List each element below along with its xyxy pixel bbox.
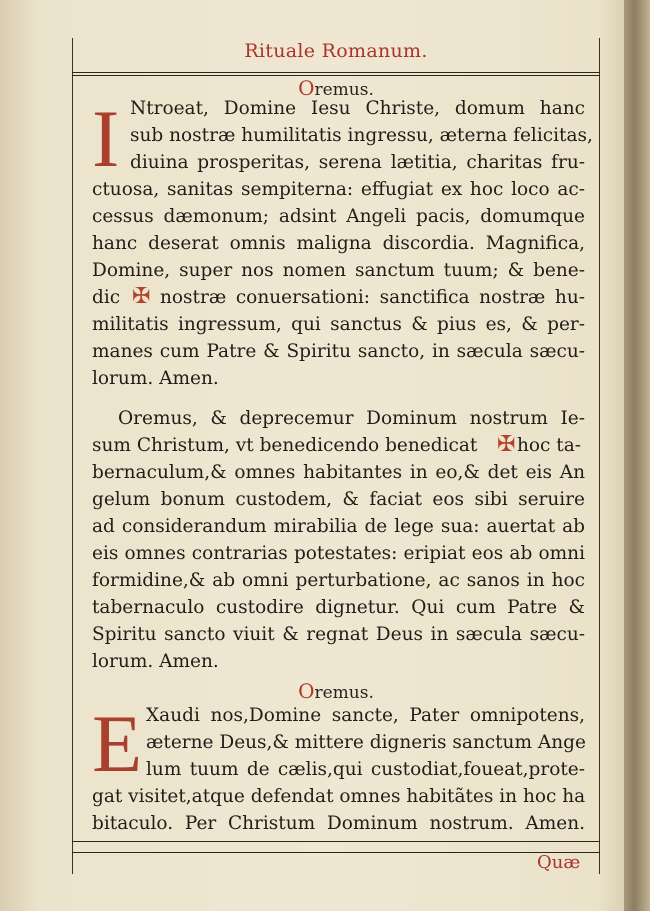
prayer2-line-4: gelum bonum custodem, & faciat eos sibi seruire	[92, 489, 585, 510]
prayer2-line-7: formidine,& ab omni perturbatione, ac sanos in hoc	[92, 570, 585, 591]
prayer3-line-1: Xaudi nos,Domine sancte, Pater omnipotens,	[146, 705, 585, 726]
prayer1-line-1: Ntroeat, Domine Iesu Christe, domum hanc	[130, 98, 585, 119]
prayer1-line-8: nostræ conuersationi: sanctifica nostræ hu-	[160, 287, 585, 308]
running-header: Rituale Romanum.	[244, 40, 428, 62]
prayer1-heading	[72, 76, 600, 100]
prayer2-line-9: Spiritu sancto viuit & regnat Deus in sæcula sæcu-	[92, 624, 585, 645]
book-gutter	[624, 0, 650, 911]
prayer1-line-9: militatis ingressum, qui sanctus & pius es, & per-	[92, 314, 585, 335]
prayer3-line-4: gat visitet,atque defendat omnes habitãtes in hoc ha	[92, 786, 586, 807]
prayer2-cross-icon: ✠	[497, 432, 516, 457]
prayer3-line-3: lum tuum de cælis,qui custodiat,foueat,prote-	[146, 759, 585, 780]
footer-rule	[72, 841, 600, 842]
prayer3-line-2: æterne Deus,& mittere digneris sanctum Ange	[146, 732, 586, 753]
prayer1-heading-initial: O	[298, 76, 315, 100]
prayer2-line-2: sum Christum, vt benedicendo benedicat	[92, 435, 478, 456]
prayer2-line-3: bernaculum,& omnes habitantes in eo,& det eis An	[92, 462, 585, 483]
prayer2-line-10: lorum. Amen.	[92, 651, 219, 672]
prayer2-line-6: eis omnes contrarias potestates: eripiat eos ab omni	[92, 543, 585, 564]
prayer2-line-5: ad considerandum mirabilia de lege sua: auertat ab	[92, 516, 585, 537]
prayer1-line-4: ctuosa, sanitas sempiterna: effugiat ex hoc loco ac-	[92, 179, 585, 200]
prayer3-heading-rest: remus.	[314, 683, 374, 703]
prayer3-dropcap: E	[92, 698, 143, 789]
prayer1-line-5: cessus dæmonum; adsint Angeli pacis, domumque	[92, 206, 585, 227]
footer-rule-double	[72, 852, 600, 853]
prayer1-heading-rest: remus.	[314, 80, 374, 100]
prayer3-heading-initial: O	[298, 679, 315, 703]
prayer1-line-3: diuina prosperitas, serena lætitia, charitas fru-	[130, 152, 585, 173]
prayer1-cross-icon: ✠	[132, 284, 151, 309]
header-rule	[72, 72, 600, 73]
prayer1-line-10: manes cum Patre & Spiritu sancto, in sæcula sæcu-	[92, 341, 585, 362]
prayer1-line-7: Domine, super nos nomen sanctum tuum; & bene-	[92, 260, 585, 281]
prayer3-line-5: bitaculo. Per Christum Dominum nostrum. Amen.	[92, 813, 585, 834]
prayer1-line-2: sub nostræ humilitatis ingressu, æterna felicitas,	[130, 125, 593, 146]
prayer2-line-1: Oremus, & deprecemur Dominum nostrum Ie-	[118, 408, 585, 429]
prayer1-line-11: lorum. Amen.	[92, 368, 219, 389]
prayer2-line-2-suffix: hoc ta-	[517, 435, 582, 456]
prayer2-line-8: tabernaculo custodire dignetur. Qui cum Patre &	[92, 597, 585, 618]
catchword: Quæ	[537, 852, 581, 873]
prayer1-line-8-prefix: dic	[92, 287, 121, 308]
prayer1-dropcap: I	[92, 93, 120, 184]
prayer3-heading	[72, 679, 600, 703]
prayer1-line-6: hanc deserat omnis maligna discordia. Magnifica,	[92, 233, 585, 254]
